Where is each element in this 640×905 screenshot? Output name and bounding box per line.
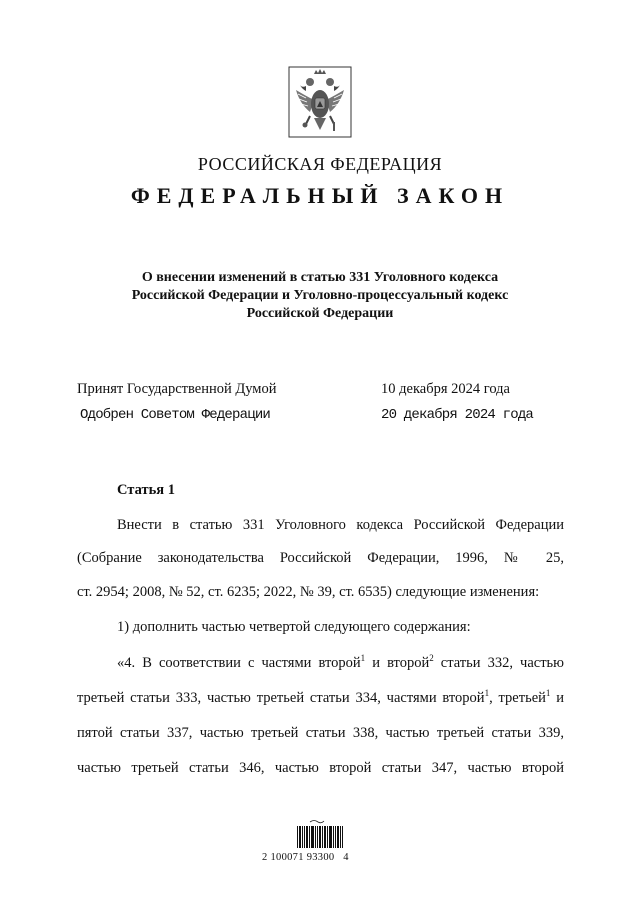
approved-date: 20 декабря 2024 года (381, 407, 534, 423)
text-run: статьи 332, частью (433, 655, 565, 671)
text-run: и (550, 690, 564, 706)
text-run: , третьей (489, 690, 546, 706)
law-title-line: Российской Федерации (246, 306, 394, 321)
superscript: 1 (545, 688, 551, 699)
paragraph-line (117, 655, 564, 672)
barcode (296, 818, 344, 850)
country-name: РОССИЙСКАЯ ФЕДЕРАЦИЯ (197, 154, 443, 174)
text-run: «4. В соответствии с частями второй (117, 655, 361, 671)
adopted-by-duma-label: Принят Государственной Думой (77, 381, 277, 397)
paragraph-line: (Собрание законодательства Российской Федерации, 1996, № 25, (77, 550, 564, 566)
document-type: ФЕДЕРАЛЬНЫЙ ЗАКОН (130, 183, 510, 208)
approved-by-council-label: Одобрен Советом Федерации (80, 407, 271, 423)
law-title (90, 269, 550, 323)
paragraph-line: 1) дополнить частью четвертой следующего содержания: (117, 619, 471, 635)
barcode-number: 2 100071 93300 4 (262, 852, 349, 863)
paragraph-line (77, 690, 564, 707)
superscript: 1 (360, 653, 366, 664)
law-title-line: Российской Федерации и Уголовно-процессуальный кодекс (131, 288, 509, 303)
double-headed-eagle-icon (288, 66, 352, 138)
paragraph-line: Внести в статью 331 Уголовного кодекса Российской Федерации (117, 517, 564, 533)
coat-of-arms-emblem (288, 66, 352, 138)
adopted-date: 10 декабря 2024 года (381, 381, 510, 397)
superscript: 1 (484, 688, 490, 699)
barcode-icon (296, 818, 344, 850)
text-run: и второй (365, 655, 430, 671)
paragraph-line: ст. 2954; 2008, № 52, ст. 6235; 2022, № 39, ст. 6535) следующие изменения: (77, 584, 540, 600)
paragraph-line: частью третьей статьи 346, частью второй статьи 347, частью второй (77, 760, 564, 776)
paragraph-line: пятой статьи 337, частью третьей статьи 338, частью третьей статьи 339, (77, 725, 564, 741)
law-title-line: О внесении изменений в статью 331 Уголовного кодекса (141, 270, 499, 285)
article-heading: Статья 1 (117, 482, 175, 498)
text-run: третьей статьи 333, частью третьей статьи 334, частями второй (77, 690, 485, 706)
superscript: 2 (429, 653, 434, 664)
